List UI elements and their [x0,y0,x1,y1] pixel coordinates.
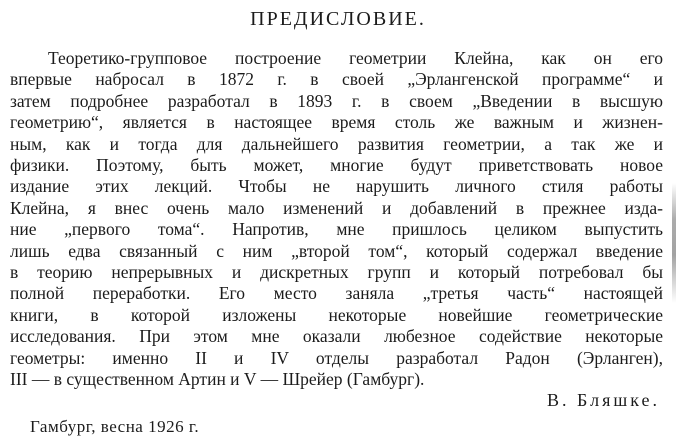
scan-edge-artifact [672,183,676,303]
paragraph-line: затем подробнее разработал в 1893 г. в своем „Введении в высшую [10,90,663,111]
paragraph-line: исследования. При этом мне оказали любезное содействие некоторые [10,326,663,347]
paragraph-line: книги, в которой изложены некоторые новейшие геометрические [10,304,663,325]
paragraph-line: ние „первого тома“. Напротив, мне пришлось целиком выпустить [10,219,663,240]
paragraph-line: ным, как и тогда для дальнейшего развития геометрии, а так же и [10,133,663,154]
paragraph-line: геометры: именно II и IV отделы разработал Радон (Эрланген), [10,347,663,368]
date-place-line: Гамбург, весна 1926 г. [30,417,200,436]
preface-paragraph [10,48,663,391]
paragraph-line: III — в существенном Артин и V — Шрейер (Гамбург). [10,369,425,390]
paragraph-line: впервые набросал в 1872 г. в своей „Эрлангенской программе“ и [10,69,663,90]
paragraph-line: Теоретико-групповое построение геометрии Клейна, как он его [48,48,663,68]
page-title: ПРЕДИСЛОВИЕ. [250,8,426,30]
paragraph-line: полной переработки. Его место заняла „третья часть“ настоящей [10,283,663,304]
paragraph-line: Клейна, я внес очень мало изменений и добавлений в прежнее изда- [10,197,663,218]
paragraph-line: физики. Поэтому, быть может, многие будут приветствовать новое [10,155,663,176]
paragraph-line: геометрию“, является в настоящее время столь же важным и жизнен- [10,112,663,133]
paragraph-line: лишь едва связанный с ним „второй том“, который содержал введение [10,240,663,261]
paragraph-line: в теорию непрерывных и дискретных групп и который потребовал бы [10,262,663,283]
paragraph-line: издание этих лекций. Чтобы не нарушить личного стиля работы [10,176,663,197]
author-signature: В. Бляшке. [546,390,660,410]
